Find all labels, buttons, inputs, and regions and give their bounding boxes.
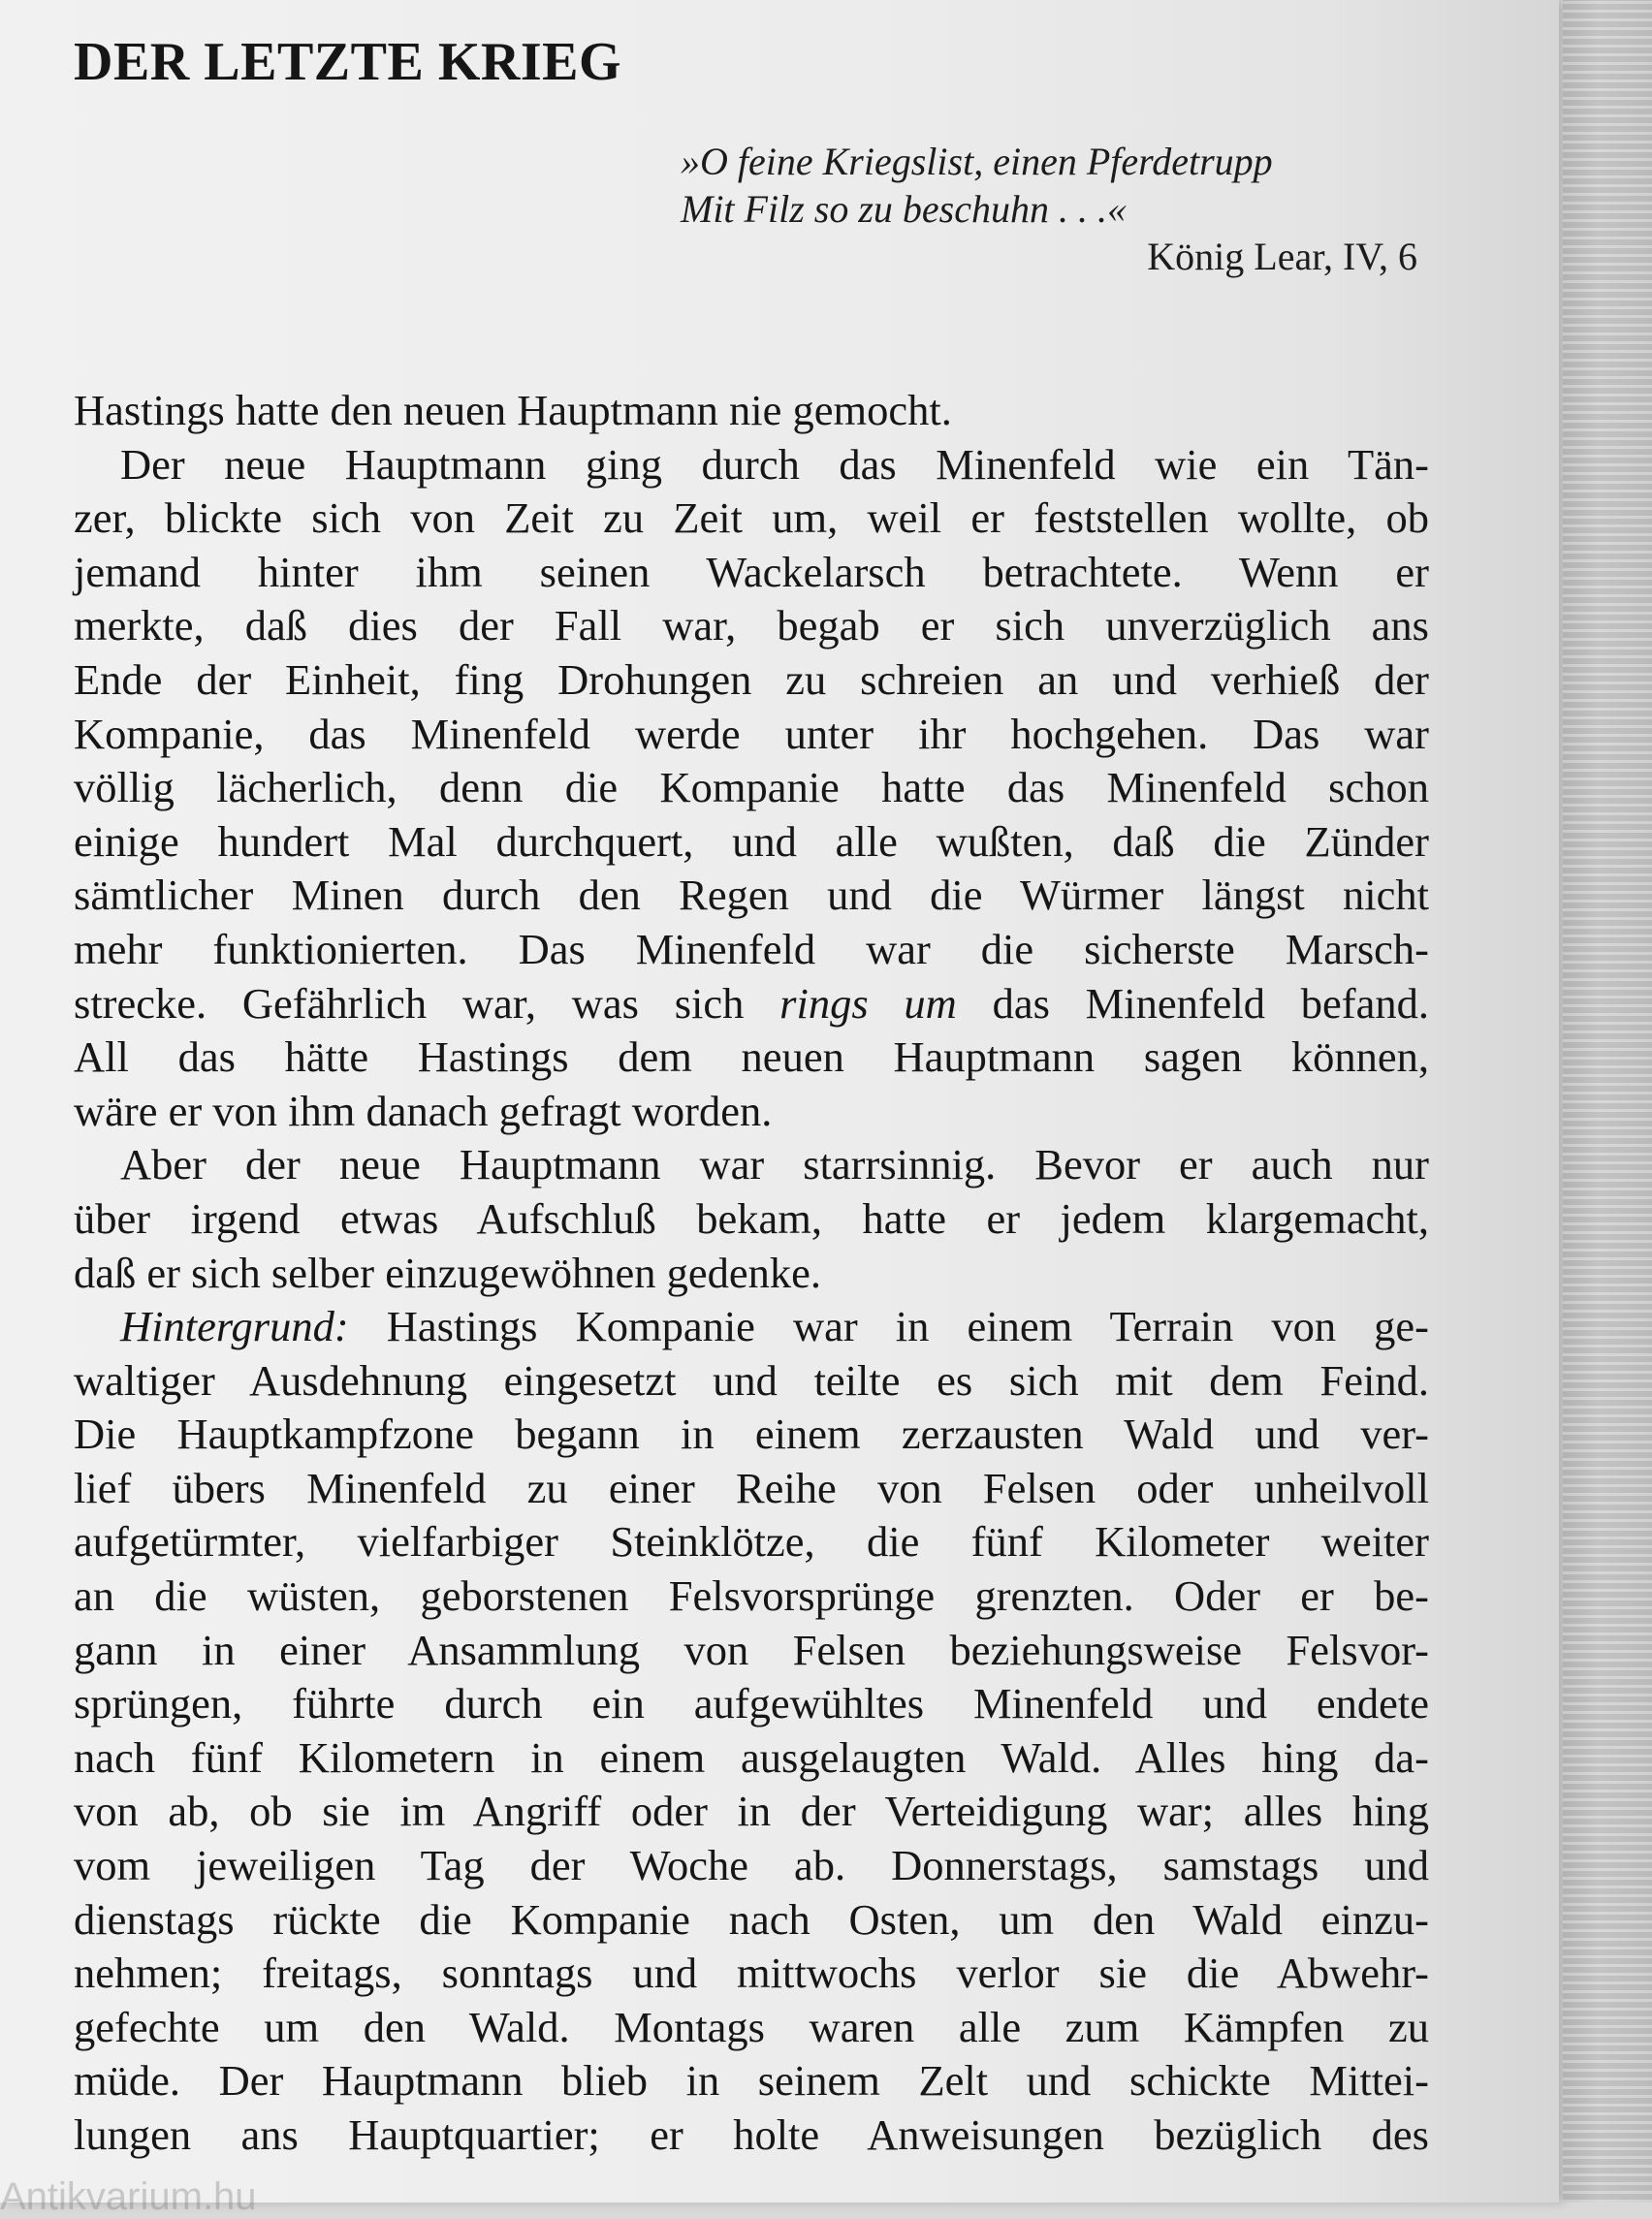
text-line: aufgetürmter, vielfarbiger Steinklötze, die fünf Kilometer weiter bbox=[74, 1517, 1429, 1567]
epigraph bbox=[681, 138, 1417, 280]
text-line: von ab, ob sie im Angriff oder in der Verteidigung war; alles hing bbox=[74, 1787, 1429, 1836]
text-line: Die Hauptkampfzone begann in einem zerzausten Wald und ver- bbox=[74, 1410, 1429, 1459]
text-line: zer, blickte sich von Zeit zu Zeit um, weil er feststellen wollte, ob bbox=[74, 493, 1429, 543]
body-text bbox=[74, 384, 1429, 2163]
text-line: daß er sich selber einzugewöhnen gedenke. bbox=[74, 1248, 822, 1297]
text-run: das Minenfeld befand. bbox=[956, 978, 1429, 1028]
adjacent-page-edge bbox=[1563, 0, 1652, 2203]
italic-run: rings um bbox=[779, 978, 957, 1028]
epigraph-line: Mit Filz so zu beschuhn . . .« bbox=[681, 187, 1127, 231]
epigraph-source: König Lear, IV, 6 bbox=[1147, 235, 1417, 278]
text-line: sprüngen, führte durch ein aufgewühltes Minenfeld und endete bbox=[74, 1679, 1429, 1728]
chapter-title: DER LETZTE KRIEG bbox=[74, 32, 622, 92]
text-line: jemand hinter ihm seinen Wackelarsch betrachtete. Wenn er bbox=[74, 547, 1429, 596]
text-line: wäre er von ihm danach gefragt worden. bbox=[74, 1086, 773, 1135]
text-line: All das hätte Hastings dem neuen Hauptmann sagen können, bbox=[74, 1032, 1429, 1082]
text-line-mixed bbox=[74, 977, 1429, 1031]
text-line: lief übers Minenfeld zu einer Reihe von Felsen oder unheilvoll bbox=[74, 1463, 1429, 1512]
text-line: mehr funktionierten. Das Minenfeld war die sicherste Marsch- bbox=[74, 924, 1429, 973]
text-line: nach fünf Kilometern in einem ausgelaugten Wald. Alles hing da- bbox=[74, 1732, 1429, 1782]
text-line: müde. Der Hauptmann blieb in seinem Zelt und schickte Mittei- bbox=[74, 2056, 1429, 2106]
text-line: Ende der Einheit, fing Drohungen zu schreien an und verhieß der bbox=[74, 654, 1429, 704]
text-line: merkte, daß dies der Fall war, begab er sich unverzüglich ans bbox=[74, 601, 1429, 650]
text-line: lungen ans Hauptquartier; er holte Anweisungen bezüglich des bbox=[74, 2110, 1429, 2159]
text-line: Aber der neue Hauptmann war starrsinnig. Bevor er auch nur bbox=[120, 1140, 1429, 1189]
text-line: dienstags rückte die Kompanie nach Osten, um den Wald einzu- bbox=[74, 1894, 1429, 1944]
text-line: einige hundert Mal durchquert, und alle wußten, daß die Zünder bbox=[74, 816, 1429, 866]
text-line: Der neue Hauptmann ging durch das Minenfeld wie ein Tän- bbox=[120, 439, 1429, 489]
text-line: Kompanie, das Minenfeld werde unter ihr hochgehen. Das war bbox=[74, 709, 1429, 758]
text-line: sämtlicher Minen durch den Regen und die Würmer längst nicht bbox=[74, 871, 1429, 920]
text-line: völlig lächerlich, denn die Kompanie hatte das Minenfeld schon bbox=[74, 763, 1429, 812]
italic-run: Hintergrund: bbox=[120, 1302, 349, 1351]
text-line: gann in einer Ansammlung von Felsen beziehungsweise Felsvor- bbox=[74, 1625, 1429, 1674]
text-line: vom jeweiligen Tag der Woche ab. Donnerstags, samstags und bbox=[74, 1841, 1429, 1890]
text-run: strecke. Gefährlich war, was sich bbox=[74, 978, 780, 1028]
text-run: Hastings Kompanie war in einem Terrain von ge- bbox=[348, 1302, 1429, 1351]
epigraph-line: »O feine Kriegslist, einen Pferdetrupp bbox=[681, 140, 1273, 183]
text-line: Hastings hatte den neuen Hauptmann nie gemocht. bbox=[74, 386, 952, 434]
text-line: über irgend etwas Aufschluß bekam, hatte er jedem klargemacht, bbox=[74, 1193, 1429, 1243]
text-line: gefechte um den Wald. Montags waren alle zum Kämpfen zu bbox=[74, 2002, 1429, 2051]
text-line-mixed bbox=[74, 1300, 1429, 1354]
text-line: waltiger Ausdehnung eingesetzt und teilte es sich mit dem Feind. bbox=[74, 1355, 1429, 1405]
text-line: nehmen; freitags, sonntags und mittwochs verlor sie die Abwehr- bbox=[74, 1949, 1429, 1998]
text-line: an die wüsten, geborstenen Felsvorsprünge grenzten. Oder er be- bbox=[74, 1571, 1429, 1621]
watermark: Antikvarium.hu bbox=[0, 2175, 257, 2218]
